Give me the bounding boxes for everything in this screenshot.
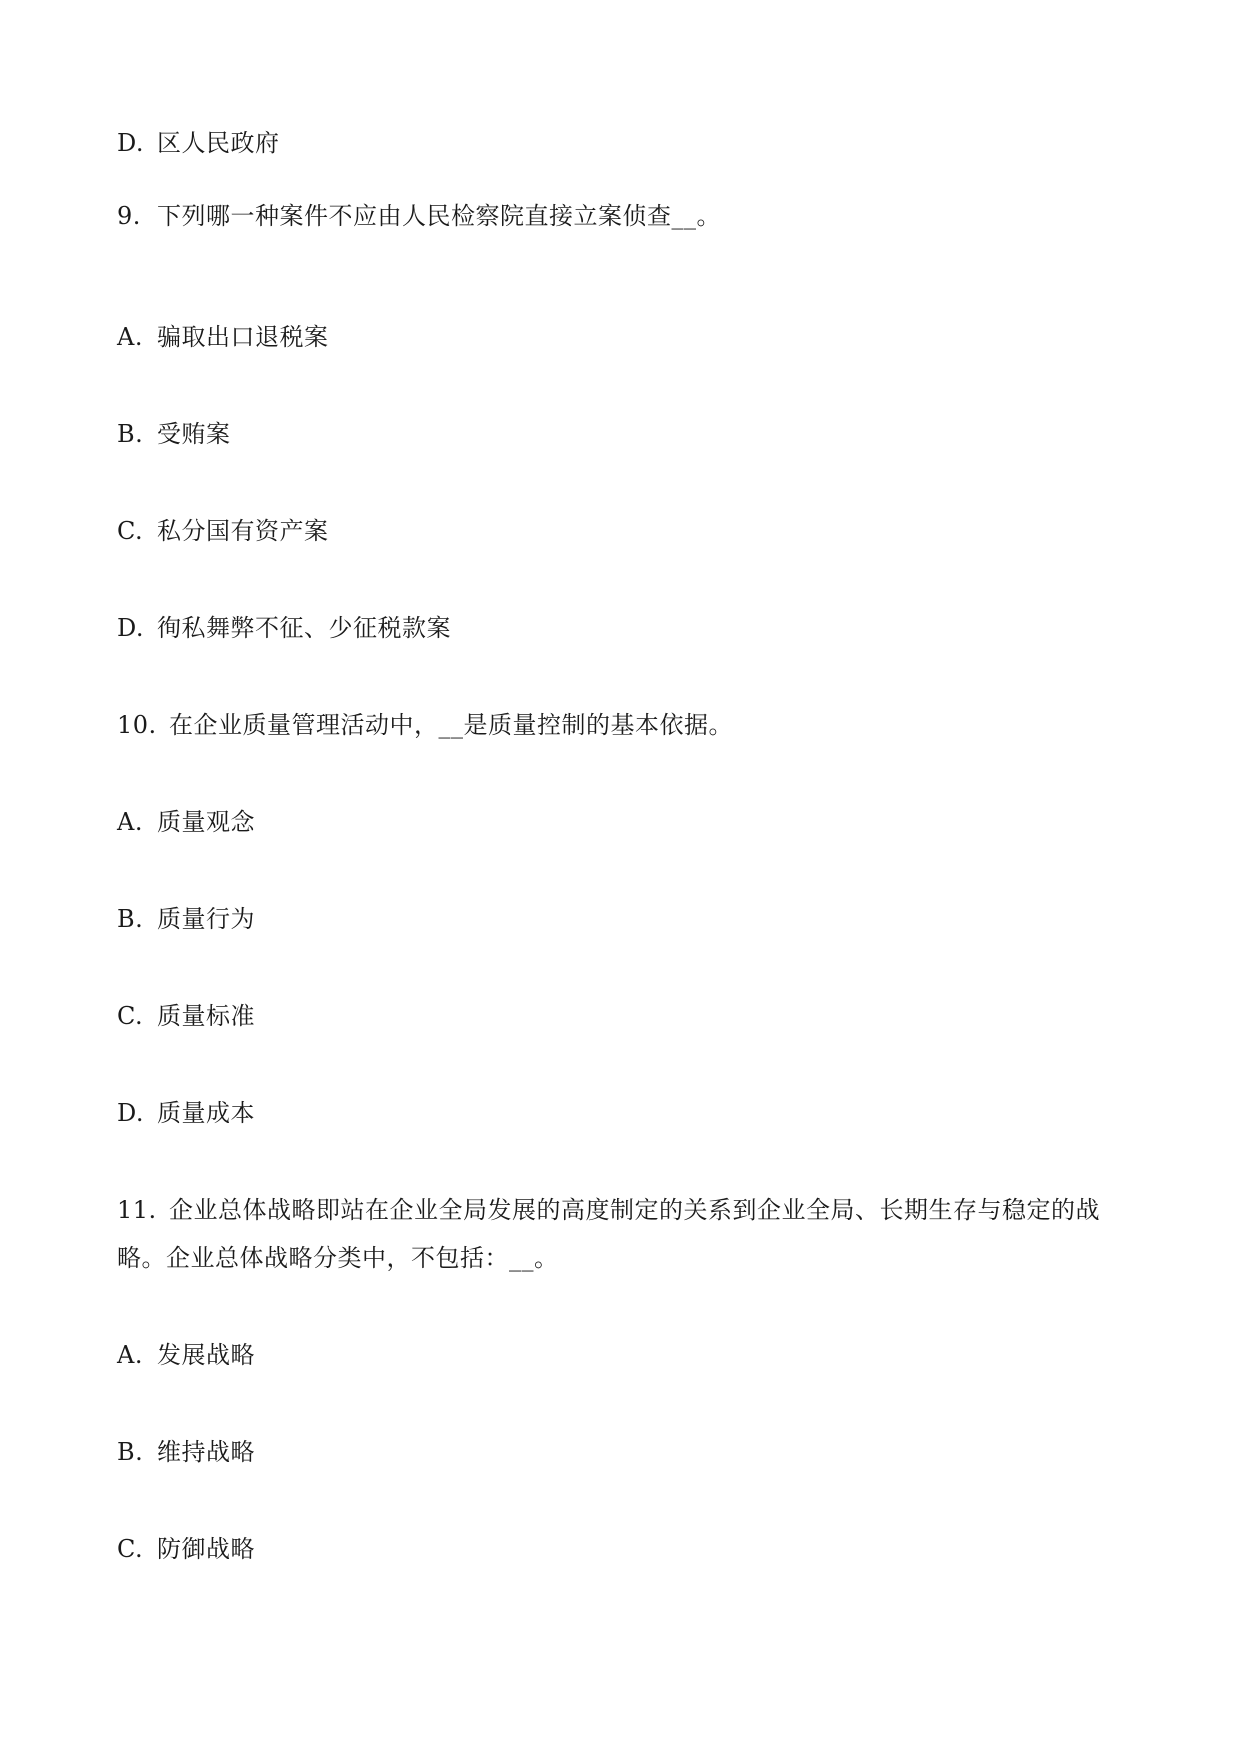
option-d-q10 [117,1096,1130,1130]
option-label: D. [117,1099,145,1127]
option-label: C. [117,517,144,545]
question-text: 在企业质量管理活动中，__是质量控制的基本依据。 [169,711,733,739]
option-label: B. [117,1438,144,1466]
option-d-q8 [117,126,1130,160]
option-label: B. [117,420,144,448]
option-text: 质量行为 [157,905,255,933]
option-c-q11 [117,1532,1130,1566]
question-number: 10. [117,711,157,739]
option-text: 质量标准 [157,1002,255,1030]
option-a-q9 [117,320,1130,354]
option-label: A. [117,323,143,351]
question-text: 企业总体战略即站在企业全局发展的高度制定的关系到企业全局、长期生存与稳定的战略。企业总体战略分类中，不包括：__。 [117,1196,1100,1272]
option-label: A. [117,808,143,836]
option-text: 区人民政府 [157,129,280,157]
option-label: A. [117,1341,143,1369]
option-c-q10 [117,999,1130,1033]
question-number: 11. [117,1196,157,1224]
option-text: 维持战略 [157,1438,255,1466]
option-text: 私分国有资产案 [157,517,329,545]
option-a-q11 [117,1338,1130,1372]
question-text: 下列哪一种案件不应由人民检察院直接立案侦查__。 [157,202,721,230]
question-11 [117,1186,1130,1282]
option-label: D. [117,129,145,157]
option-text: 质量观念 [157,808,255,836]
option-c-q9 [117,514,1130,548]
option-d-q9 [117,611,1130,645]
option-b-q11 [117,1435,1130,1469]
option-text: 徇私舞弊不征、少征税款案 [157,614,451,642]
option-label: C. [117,1002,144,1030]
option-label: C. [117,1535,144,1563]
option-text: 受贿案 [157,420,231,448]
question-10 [117,708,1130,742]
option-text: 骗取出口退税案 [157,323,329,351]
option-b-q10 [117,902,1130,936]
option-a-q10 [117,805,1130,839]
question-number: 9. [117,202,141,230]
option-text: 防御战略 [157,1535,255,1563]
option-label: D. [117,614,145,642]
option-text: 质量成本 [157,1099,255,1127]
question-9 [117,199,1130,233]
option-label: B. [117,905,144,933]
option-text: 发展战略 [157,1341,255,1369]
option-b-q9 [117,417,1130,451]
